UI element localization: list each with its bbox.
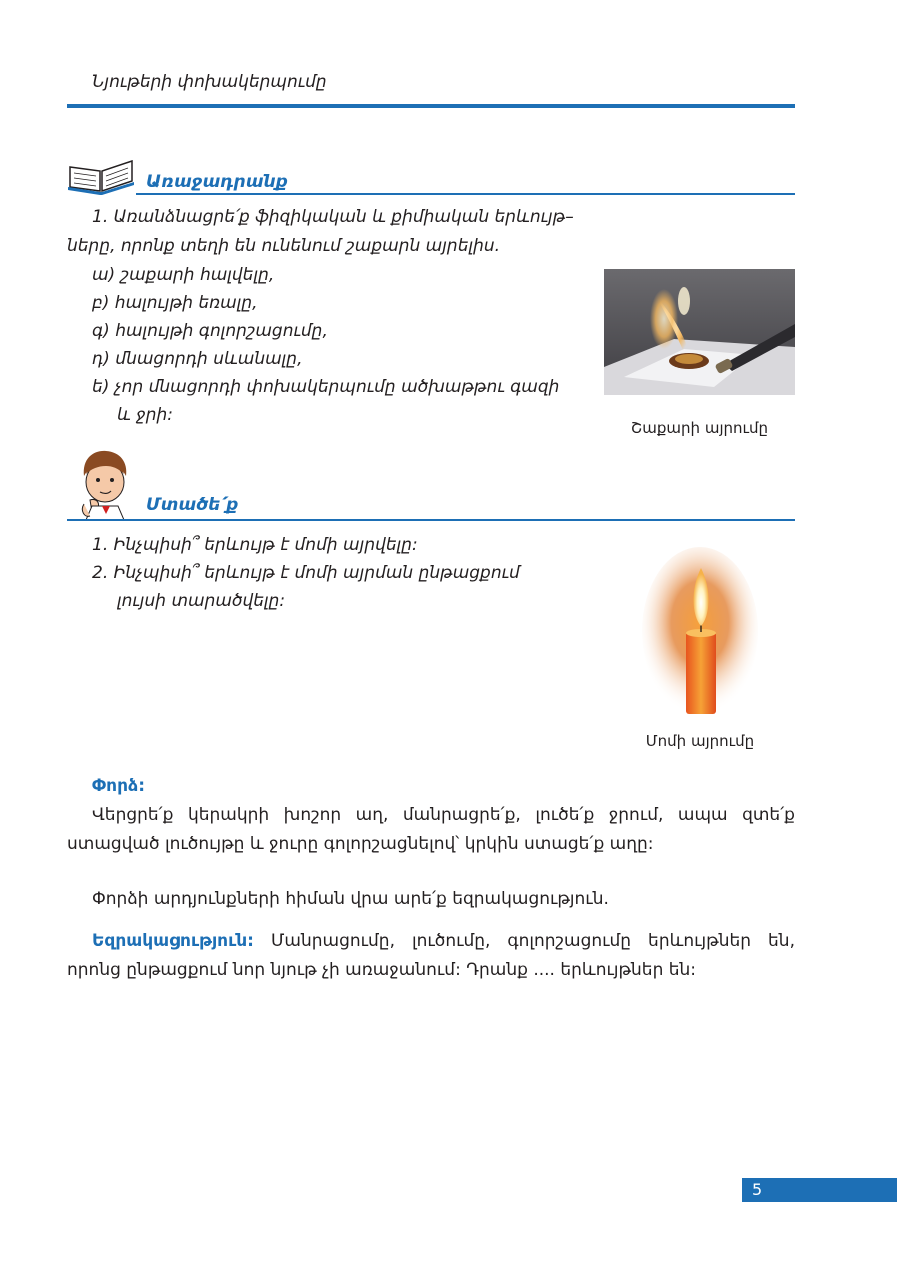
think-section-rule (67, 519, 795, 521)
running-title: Նյութերի փոխակերպումը (92, 72, 327, 92)
task-option-a: ա) շաքարի հալվելը, (92, 265, 275, 285)
conclusion-line-1 (92, 927, 795, 956)
task-section-title: Առաջադրանք (146, 172, 288, 192)
think-question-1: 1. Ինչպիսի՞ երևույթ է մոմի այրվելը: (92, 535, 418, 555)
page-number-bar (742, 1178, 897, 1202)
thinking-boy-icon (76, 448, 134, 520)
header-rule (67, 104, 795, 108)
experiment-instruction: Փորձի արդյունքների հիման վրա արե՛ք եզրակացություն. (92, 889, 609, 909)
experiment-text-line-1: Վերցրե՛ք կերակրի խոշոր աղ, մանրացրե՛ք, լուծե՛ք ջրում, ապա զտե՛ք (92, 805, 795, 825)
task-option-b: բ) հալույթի եռալը, (92, 293, 258, 313)
think-question-2-continued: լույսի տարածվելը: (117, 591, 286, 611)
task-option-e-continued: և ջրի: (117, 405, 173, 425)
candle-burning-caption: Մոմի այրումը (645, 732, 755, 750)
task-option-e: ե) չոր մնացորդի փոխակերպումը ածխաթթու գազի (92, 377, 560, 397)
task-option-g: գ) հալույթի գոլորշացումը, (92, 321, 328, 341)
task-line-2: ները, որոնք տեղի են ունենում շաքարն այրելիս. (67, 236, 501, 256)
sugar-burning-caption: Շաքարի այրումը (630, 419, 769, 437)
experiment-label: Փորձ: (92, 776, 146, 796)
conclusion-text-line-1: Մանրացումը, լուծումը, գոլորշացումը երևույթներ են, (253, 931, 795, 951)
task-line-1: 1. Առանձնացրե՛ք ֆիզիկական և քիմիական երևույթ– (92, 207, 574, 227)
think-question-2: 2. Ինչպիսի՞ երևույթ է մոմի այրման ընթացքում (92, 563, 520, 583)
conclusion-text-line-2: որոնց ընթացքում նոր նյութ չի առաջանում: Դրանք .... երևույթներ են: (67, 960, 697, 980)
candle-burning-photo (640, 546, 760, 716)
page-number: 5 (752, 1180, 763, 1199)
experiment-text-line-2: ստացված լուծույթը և ջուրը գոլորշացնելով՝ կրկին ստացե՛ք աղը: (67, 834, 654, 854)
conclusion-label: Եզրակացություն: (92, 931, 254, 951)
sugar-burning-photo (604, 269, 795, 395)
open-book-icon (66, 153, 136, 195)
task-option-d: դ) մնացորդի սևանալը, (92, 349, 303, 369)
think-section-title: Մտածե՛ք (146, 495, 239, 515)
task-section-rule (136, 193, 795, 195)
